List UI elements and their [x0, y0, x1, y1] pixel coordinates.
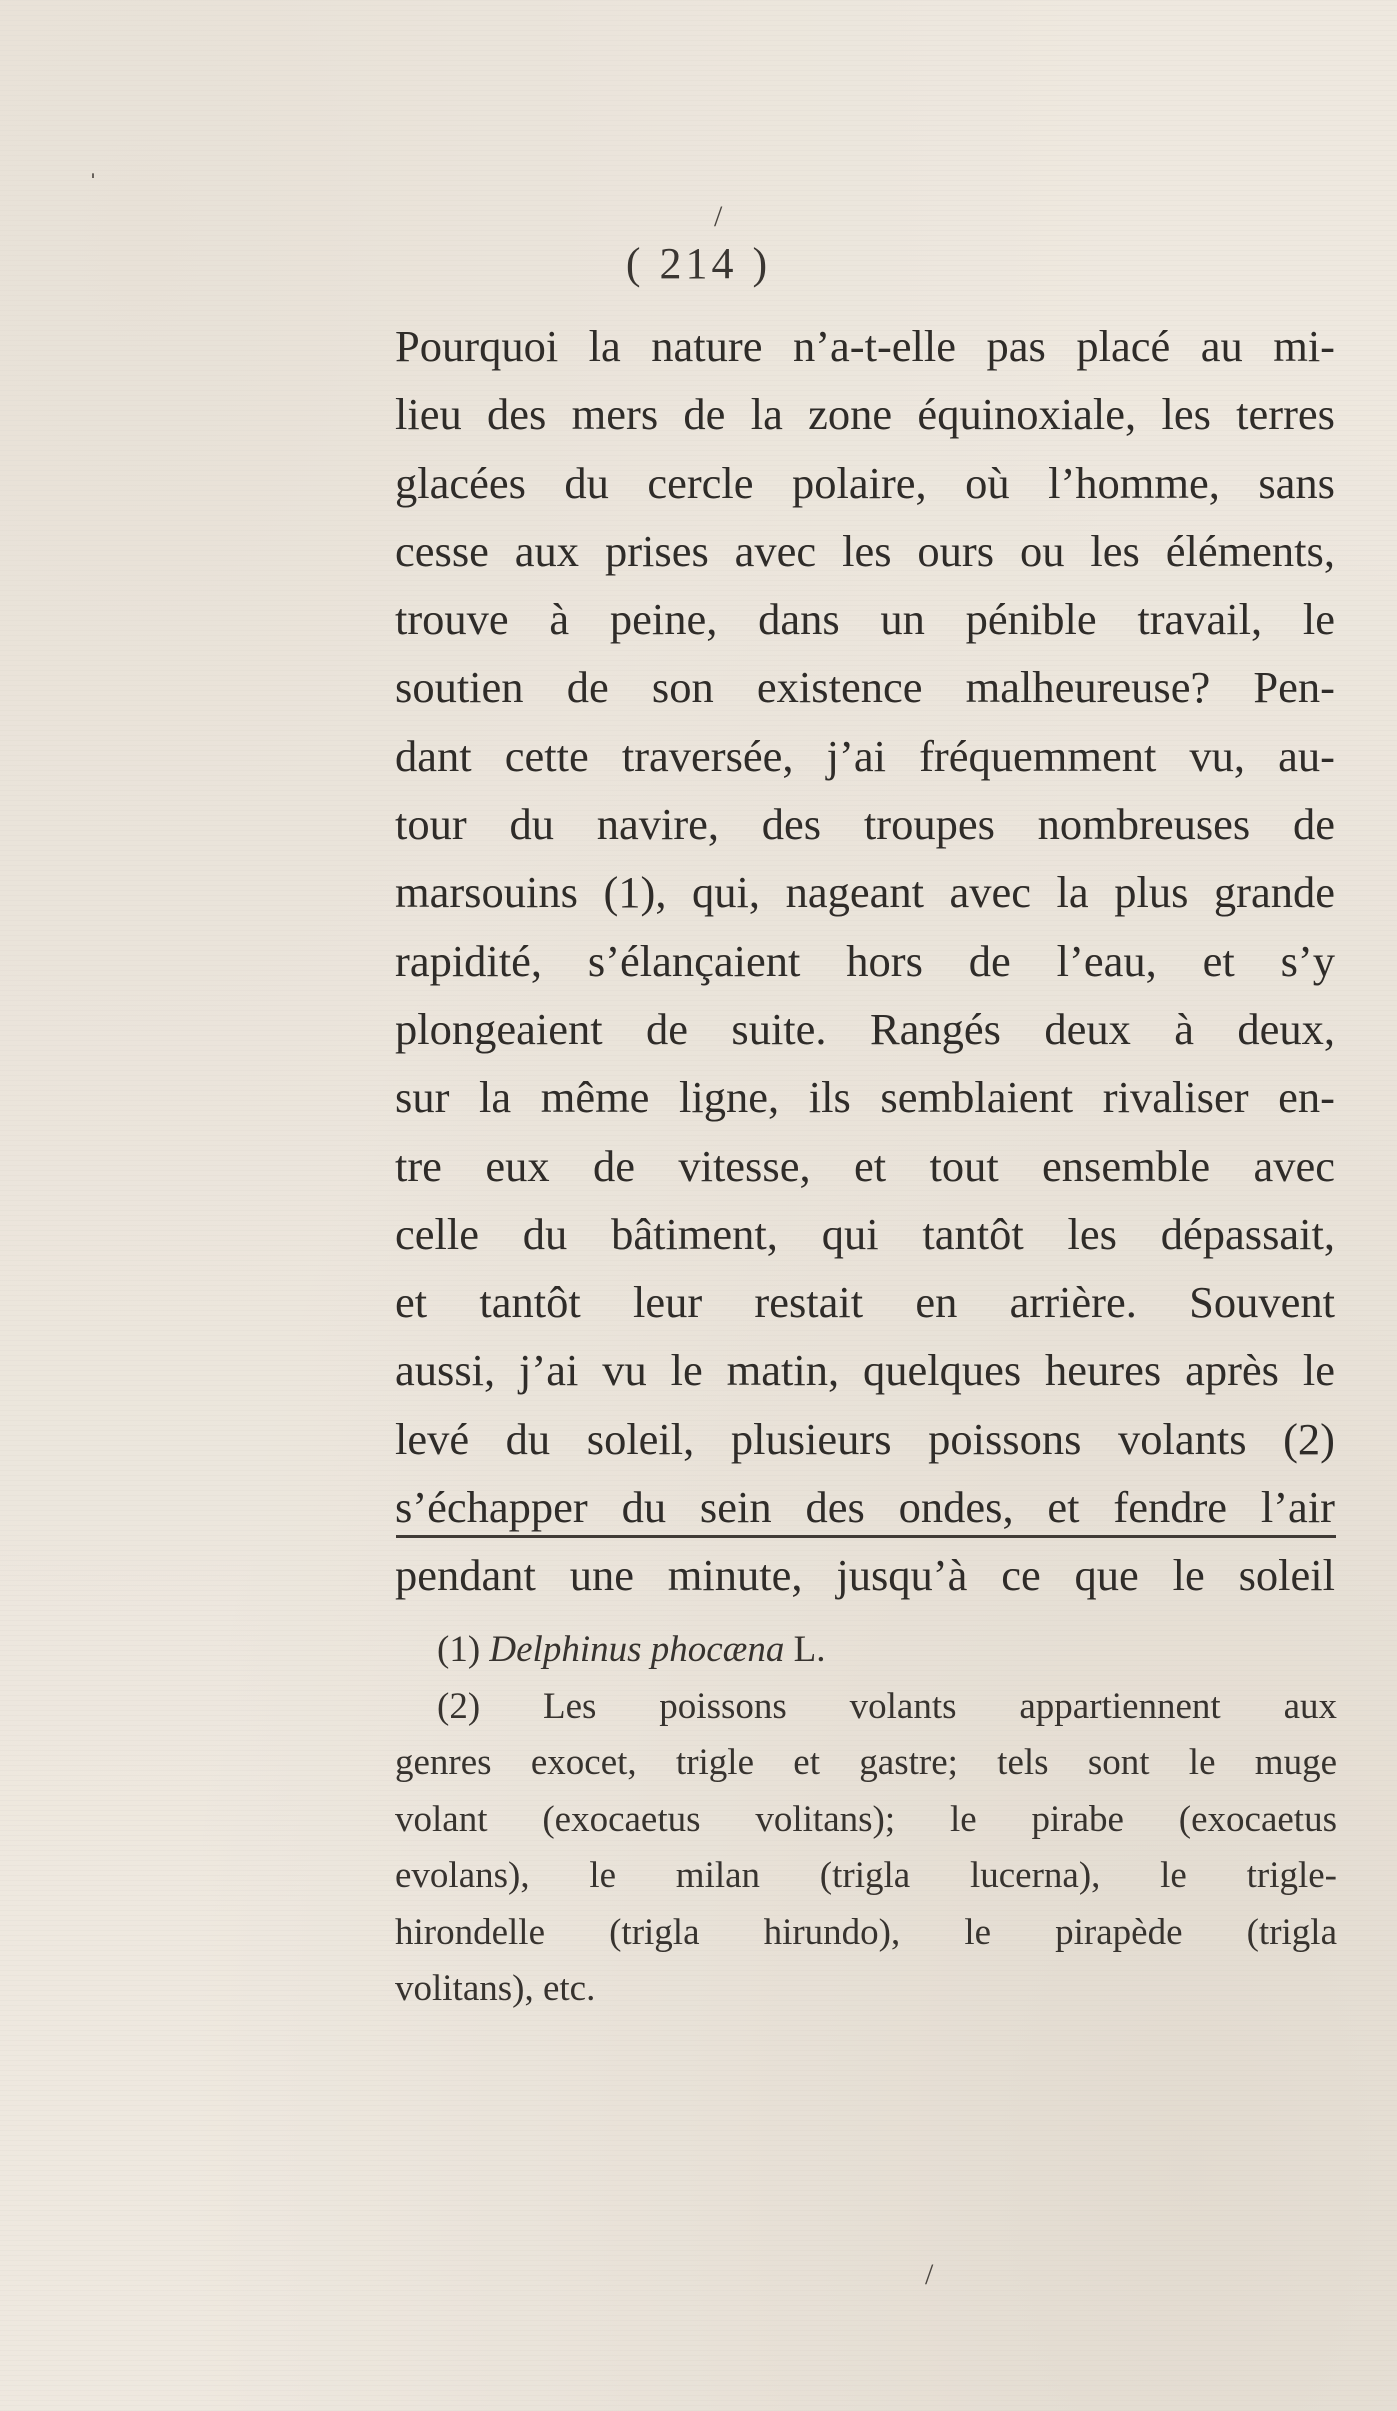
- body-line: lieu des mers de la zone équinoxiale, les terres: [395, 389, 1335, 440]
- body-line: levé du soleil, plusieurs poissons volants (2): [395, 1413, 1335, 1464]
- body-line: aussi, j’ai vu le matin, quelques heures après le: [395, 1345, 1335, 1396]
- footnote-1-marker: (1): [437, 1629, 481, 1670]
- body-line: glacées du cercle polaire, où l’homme, sans: [395, 457, 1335, 508]
- footnote-1-species: Delphinus phocæna: [489, 1629, 785, 1670]
- body-text: [395, 312, 1335, 1610]
- footnote-1: [395, 1622, 1337, 1679]
- body-line: celle du bâtiment, qui tantôt les dépassait,: [395, 1208, 1335, 1259]
- footnote-2-line: (2) Les poissons volants appartiennent aux: [437, 1685, 1337, 1727]
- footnote-2-line: hirondelle (trigla hirundo), le pirapède (trigla: [395, 1911, 1337, 1953]
- body-line: Pourquoi la nature n’a-t-elle pas placé au mi-: [395, 321, 1335, 371]
- body-line: soutien de son existence malheureuse? Pen-: [395, 662, 1335, 713]
- body-line: plongeaient de suite. Rangés deux à deux,: [395, 1003, 1335, 1054]
- footnote-2-line: volant (exocaetus volitans); le pirabe (exocaetus: [395, 1798, 1337, 1840]
- page-number: ( 214 ): [625, 239, 772, 288]
- body-line: tour du navire, des troupes nombreuses de: [395, 799, 1335, 850]
- margin-mark: ˈ: [88, 168, 98, 201]
- body-line: trouve à peine, dans un pénible travail, le: [395, 594, 1335, 645]
- margin-mark: /: [714, 200, 723, 233]
- body-line: marsouins (1), qui, nageant avec la plus grande: [395, 867, 1335, 918]
- margin-mark: /: [925, 2258, 934, 2291]
- body-line: s’échapper du sein des ondes, et fendre l’air: [395, 1482, 1335, 1533]
- body-line: dant cette traversée, j’ai fréquemment vu, au-: [395, 730, 1335, 781]
- body-line: cesse aux prises avec les ours ou les éléments,: [395, 525, 1335, 576]
- body-line: sur la même ligne, ils semblaient rivaliser en-: [395, 1072, 1335, 1123]
- footnote-2-line: genres exocet, trigle et gastre; tels sont le muge: [395, 1742, 1337, 1783]
- body-line: pendant une minute, jusqu’à ce que le soleil: [395, 1550, 1335, 1601]
- footnote-separator-rule: [396, 1535, 1336, 1538]
- body-line: rapidité, s’élançaient hors de l’eau, et s’y: [395, 935, 1335, 986]
- footnote-2-line: evolans), le milan (trigla lucerna), le trigle-: [395, 1855, 1337, 1896]
- footnote-1-author: L.: [793, 1629, 826, 1670]
- footnotes: [395, 1622, 1337, 2018]
- footnote-2-line: volitans), etc.: [395, 1968, 596, 2009]
- body-line: tre eux de vitesse, et tout ensemble avec: [395, 1140, 1335, 1191]
- body-line: et tantôt leur restait en arrière. Souvent: [395, 1277, 1335, 1328]
